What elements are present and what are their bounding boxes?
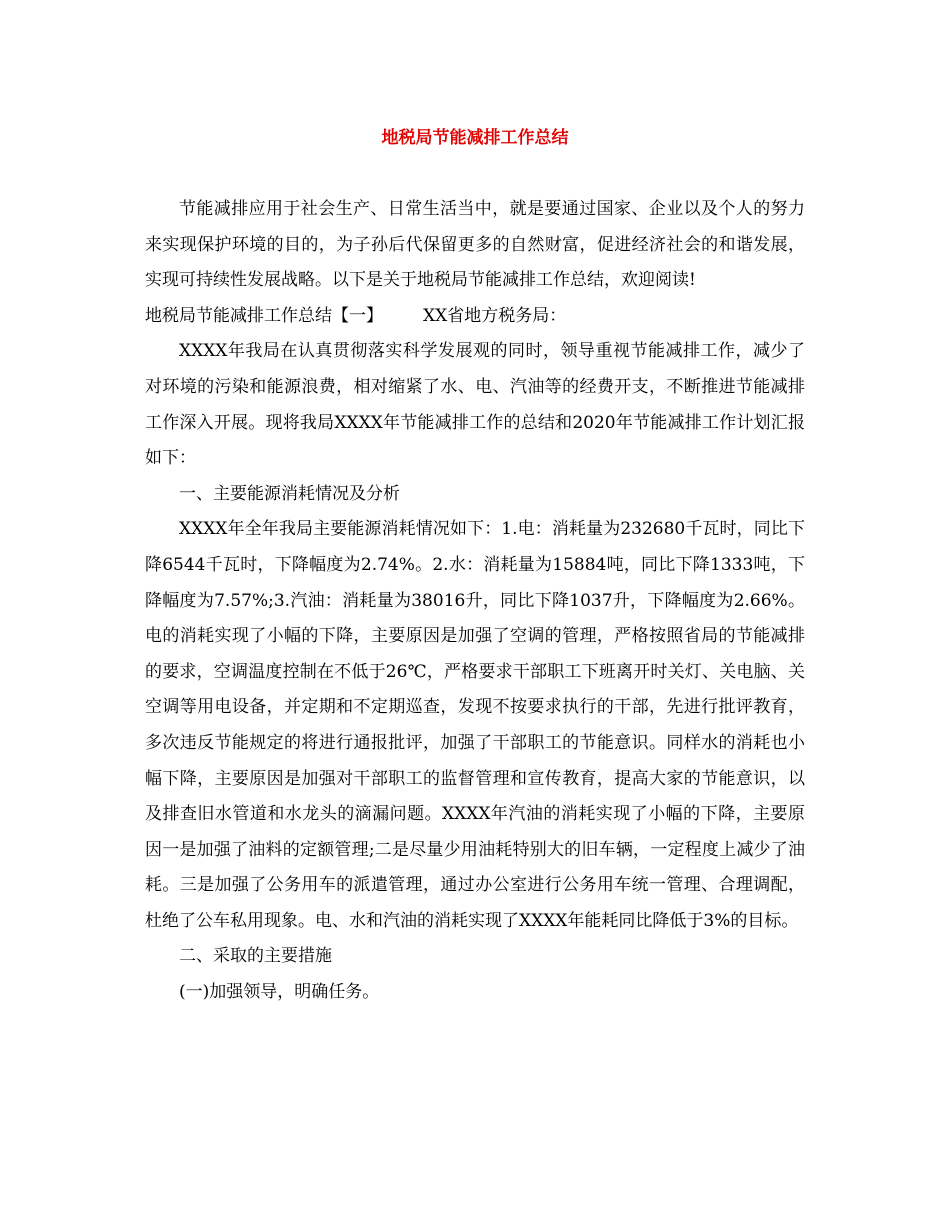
intro-paragraph: 节能减排应用于社会生产、日常生活当中，就是要通过国家、企业以及个人的努力来实现保护环境的目的，为子孙后代保留更多的自然财富，促进经济社会的和谐发展，实现可持续性发展战略。以下是关于地税局节能减排工作总结，欢迎阅读! <box>145 199 805 291</box>
paragraph-overview: XXXX年我局在认真贯彻落实科学发展观的同时，领导重视节能减排工作，减少了对环境的污染和能源浪费，相对缩紧了水、电、汽油等的经费开支，不断推进节能减排工作深入开展。现将我局XXXX年节能减排工作的总结和2020年节能减排工作计划汇报如下： <box>145 341 805 469</box>
document-body <box>145 192 805 1011</box>
paragraph-energy-analysis: XXXX年全年我局主要能源消耗情况如下：1.电：消耗量为232680千瓦时，同比下降6544千瓦时，下降幅度为2.74%。2.水：消耗量为15884吨，同比下降1333吨，下降幅度为7.57%;3.汽油：消耗量为38016升，同比下降1037升，下降幅度为2.66%。电的消耗实现了小幅的下降，主要原因是加强了空调的管理，严格按照省局的节能减排的要求，空调温度控制在不低于26℃，严格要求干部职工下班离开时关灯、关电脑、关空调等用电设备，并定期和不定期巡查，发现不按要求执行的干部，先进行批评教育，多次违反节能规定的将进行通报批评，加强了干部职工的节能意识。同样水的消耗也小幅下降，主要原因是加强对干部职工的监督管理和宣传教育，提高大家的节能意识，以及排查旧水管道和水龙头的滴漏问题。XXXX年汽油的消耗实现了小幅的下降，主要原因一是加强了油料的定额管理;二是尽量少用油耗特别大的旧车辆，一定程度上减少了油耗。三是加强了公务用车的派遣管理，通过办公室进行公务用车统一管理、合理调配，杜绝了公车私用现象。电、水和汽油的消耗实现了XXXX年能耗同比降低于3%的目标。 <box>145 519 805 931</box>
section-organization: XX省地方税务局： <box>423 305 567 326</box>
heading-energy-consumption: 一、主要能源消耗情况及分析 <box>179 483 400 504</box>
section-heading-line <box>145 299 805 335</box>
document-title: 地税局节能减排工作总结 <box>381 128 569 148</box>
section-heading: 地税局节能减排工作总结【一】 <box>145 305 383 326</box>
subheading-leadership: (一)加强领导，明确任务。 <box>179 982 380 1003</box>
heading-main-measures: 二、采取的主要措施 <box>179 946 332 967</box>
